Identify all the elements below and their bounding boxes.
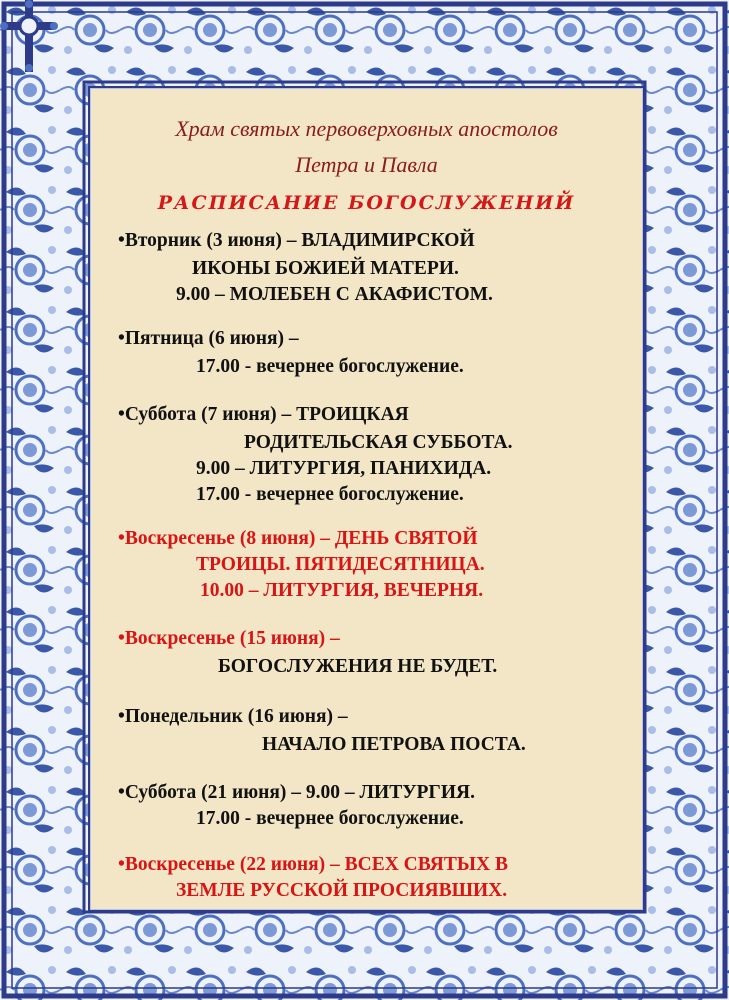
- entry-3-line-4: 17.00 - вечернее богослужение.: [196, 484, 464, 505]
- entry-3-line-2: РОДИТЕЛЬСКАЯ СУББОТА.: [244, 432, 513, 453]
- entry-4-line-1: •Воскресенье (8 июня) – ДЕНЬ СВЯТОЙ: [118, 528, 478, 549]
- entry-5-line-2: БОГОСЛУЖЕНИЯ НЕ БУДЕТ.: [218, 656, 498, 677]
- entry-6-line-2: НАЧАЛО ПЕТРОВА ПОСТА.: [262, 734, 526, 755]
- entry-7-line-2: 17.00 - вечернее богослужение.: [196, 808, 464, 829]
- entry-2-line-1: •Пятница (6 июня) –: [118, 328, 299, 349]
- entry-1-line-3: 9.00 – МОЛЕБЕН С АКАФИСТОМ.: [176, 284, 493, 305]
- entry-4-line-3: 10.00 – ЛИТУРГИЯ, ВЕЧЕРНЯ.: [200, 580, 484, 601]
- schedule-panel: [88, 86, 645, 912]
- church-name-line1: Храм святых первоверховных апостолов: [175, 116, 558, 141]
- entry-3-line-3: 9.00 – ЛИТУРГИЯ, ПАНИХИДА.: [196, 458, 492, 479]
- church-name-line2: Петра и Павла: [295, 152, 438, 177]
- entry-6-line-1: •Понедельник (16 июня) –: [118, 706, 348, 727]
- entry-1-line-1: •Вторник (3 июня) – ВЛАДИМИРСКОЙ: [118, 230, 475, 251]
- entry-3-line-1: •Суббота (7 июня) – ТРОИЦКАЯ: [118, 404, 409, 425]
- cross-icon: [0, 0, 58, 72]
- entry-2-line-2: 17.00 - вечернее богослужение.: [196, 356, 464, 377]
- entry-1-line-2: ИКОНЫ БОЖИЕЙ МАТЕРИ.: [192, 258, 459, 279]
- entry-5-line-1: •Воскресенье (15 июня) –: [118, 628, 340, 649]
- entry-8-line-1: •Воскресенье (22 июня) – ВСЕХ СВЯТЫХ В: [118, 854, 508, 875]
- entry-8-line-2: ЗЕМЛЕ РУССКОЙ ПРОСИЯВШИХ.: [176, 880, 508, 901]
- entry-4-line-2: ТРОИЦЫ. ПЯТИДЕСЯТНИЦА.: [196, 554, 485, 575]
- entry-7-line-1: •Суббота (21 июня) – 9.00 – ЛИТУРГИЯ.: [118, 782, 475, 803]
- schedule-title: РАСПИСАНИЕ БОГОСЛУЖЕНИЙ: [157, 192, 576, 214]
